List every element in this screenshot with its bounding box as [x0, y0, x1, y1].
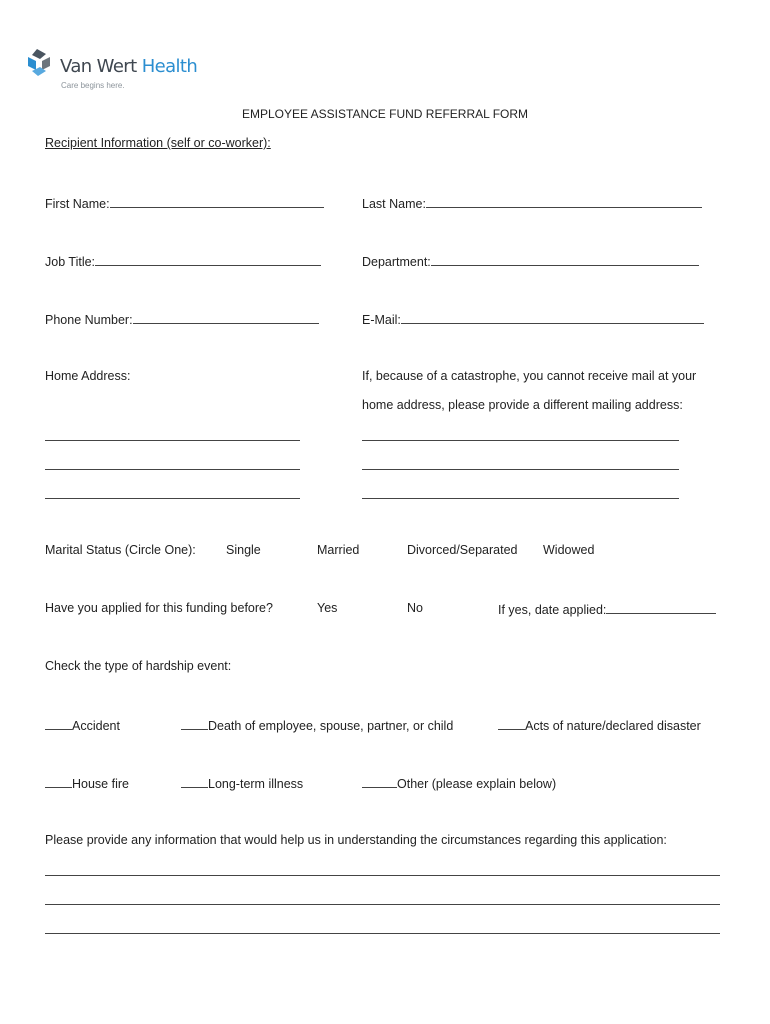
- hardship-option-acts-of-nature[interactable]: Acts of nature/declared disaster: [498, 717, 701, 733]
- last-name-label: Last Name:: [362, 197, 426, 211]
- home-address-label: Home Address:: [45, 369, 131, 383]
- logo-tagline: Care begins here.: [61, 81, 125, 90]
- department-field[interactable]: [362, 253, 699, 269]
- hardship-option-other[interactable]: Other (please explain below): [362, 775, 556, 791]
- logo-wordmark: Van Wert Health: [60, 56, 198, 77]
- home-address-line-1[interactable]: [45, 440, 300, 441]
- first-name-label: First Name:: [45, 197, 110, 211]
- alt-address-instruction-line2: home address, please provide a different mailing address:: [362, 398, 683, 412]
- hardship-option-house-fire[interactable]: House fire: [45, 775, 129, 791]
- marital-option-widowed[interactable]: Widowed: [543, 543, 595, 557]
- explanation-line-1[interactable]: [45, 875, 720, 876]
- alt-address-instruction-line1: If, because of a catastrophe, you cannot receive mail at your: [362, 369, 697, 383]
- marital-status-label: Marital Status (Circle One):: [45, 543, 196, 557]
- department-label: Department:: [362, 255, 431, 269]
- first-name-field[interactable]: [45, 195, 324, 211]
- hardship-option-accident[interactable]: Accident: [45, 717, 120, 733]
- marital-option-married[interactable]: Married: [317, 543, 360, 557]
- home-address-line-2[interactable]: [45, 469, 300, 470]
- hardship-option-long-term-illness[interactable]: Long-term illness: [181, 775, 303, 791]
- hardship-option-death[interactable]: Death of employee, spouse, partner, or child: [181, 717, 453, 733]
- explanation-prompt: Please provide any information that would help us in understanding the circumstances regarding this application:: [45, 833, 667, 847]
- date-applied-field[interactable]: [498, 601, 716, 617]
- last-name-field[interactable]: [362, 195, 702, 211]
- alt-address-line-1[interactable]: [362, 440, 679, 441]
- hardship-label: Check the type of hardship event:: [45, 659, 232, 673]
- job-title-label: Job Title:: [45, 255, 96, 269]
- explanation-line-3[interactable]: [45, 933, 720, 934]
- job-title-field[interactable]: [45, 253, 321, 269]
- phone-number-label: Phone Number:: [45, 313, 133, 327]
- applied-before-question: Have you applied for this funding before?: [45, 601, 273, 615]
- section-heading: Recipient Information (self or co-worker):: [45, 136, 271, 150]
- marital-option-divorced[interactable]: Divorced/Separated: [407, 543, 518, 557]
- marital-option-single[interactable]: Single: [226, 543, 261, 557]
- logo-mark-icon: [26, 48, 52, 78]
- applied-no-option[interactable]: No: [407, 601, 423, 615]
- date-applied-label: If yes, date applied:: [498, 603, 607, 617]
- phone-number-field[interactable]: [45, 311, 319, 327]
- explanation-line-2[interactable]: [45, 904, 720, 905]
- form-title: EMPLOYEE ASSISTANCE FUND REFERRAL FORM: [241, 107, 529, 121]
- email-label: E-Mail:: [362, 313, 401, 327]
- van-wert-health-logo: [26, 48, 198, 90]
- applied-yes-option[interactable]: Yes: [317, 601, 338, 615]
- home-address-line-3[interactable]: [45, 498, 300, 499]
- email-field[interactable]: [362, 311, 704, 327]
- alt-address-line-2[interactable]: [362, 469, 679, 470]
- alt-address-line-3[interactable]: [362, 498, 679, 499]
